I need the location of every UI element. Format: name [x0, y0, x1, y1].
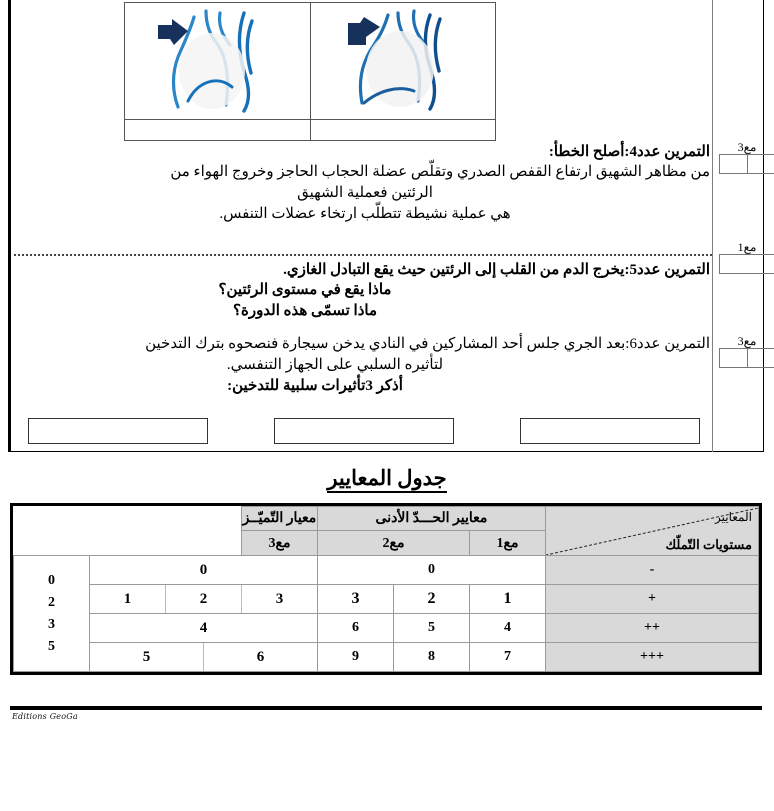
mc2-cell-group [90, 556, 318, 585]
publisher-signature: Editions GeoGa [12, 712, 78, 721]
criteria-header-mc1: مع1 [470, 531, 546, 556]
score-mc2-value: 0 [199, 562, 208, 578]
answer-box[interactable] [274, 418, 454, 444]
score-label-exercise-6: مع3 [737, 334, 757, 348]
score-boxes-exercise-6 [719, 348, 774, 368]
criteria-header-mc3: مع3 [242, 531, 318, 556]
score-mc2-value: 5 [90, 643, 204, 671]
exercise-6-block [20, 334, 710, 397]
exercise-4-heading: التمرين عدد4:أصلح الخطأ: [548, 144, 710, 160]
mc2-cell-group [90, 614, 318, 643]
exercise-5-heading: التمرين عدد5:يخرج الدم من القلب إلى الرئتين حيث يقع التبادل الغازي. [283, 262, 710, 278]
answer-box[interactable] [520, 418, 700, 444]
criteria-table-wrapper [10, 503, 762, 675]
excellence-score-0: 0 [48, 572, 55, 588]
criteria-header-mc2: مع2 [318, 531, 470, 556]
criteria-table [13, 506, 759, 672]
answer-box[interactable] [28, 418, 208, 444]
score-boxes-exercise-4 [719, 154, 774, 174]
bottom-rule [10, 706, 762, 710]
margin-divider [712, 0, 713, 452]
level-label-plus: + [546, 585, 759, 614]
exercise-6-line-1: لتأثيره السلبي على الجهاز التنفسي. [226, 357, 444, 373]
score-mc2-value: 4 [199, 620, 208, 636]
score-label-exercise-4: مع3 [737, 140, 757, 154]
score-mc1-plus3-3: 9 [318, 643, 394, 672]
score-mc2-value: 2 [166, 585, 242, 613]
score-box[interactable] [747, 348, 774, 368]
corner-header-criteria-label: المعايير [715, 509, 752, 524]
score-box[interactable] [747, 154, 774, 174]
exercise-5-block [20, 260, 710, 322]
excellence-score-3: 5 [48, 638, 55, 654]
corner-header-cell [546, 507, 759, 556]
score-mc2-value: 1 [90, 585, 166, 613]
exercise-6-prompt: أذكر 3تأثيرات سلبية للتدخين: [227, 378, 403, 394]
exercise-4-line-3: هي عملية نشيطة تتطلّب ارتخاء عضلات التنفس. [219, 206, 511, 222]
score-mc1-plus-2: 2 [394, 585, 470, 614]
inspiration-diagram [132, 5, 302, 117]
mc2-cell-group [90, 585, 318, 614]
exercise-4-block [20, 142, 710, 225]
excellence-score-2: 3 [48, 616, 55, 632]
score-mc2-value: 6 [256, 649, 265, 665]
mc2-cell-group [90, 643, 318, 672]
group-header-excellence: معيار التّميّــز [242, 507, 318, 531]
score-boxes-exercise-5 [719, 254, 774, 274]
score-mc1-plusplus-1: 4 [470, 614, 546, 643]
expiration-diagram [318, 5, 488, 117]
exercise-4-line-2: الرئتين فعملية الشهيق [297, 185, 433, 201]
level-label-plusplusplus: +++ [546, 643, 759, 672]
score-box[interactable] [719, 348, 747, 368]
inspiration-diagram-cell [125, 3, 311, 120]
corner-header-levels-label: مستويات التّملّك [665, 536, 752, 552]
expiration-diagram-cell [310, 3, 496, 120]
score-mc2-value: 3 [275, 591, 284, 607]
score-mc1-plusplus-3: 6 [318, 614, 394, 643]
section-separator [14, 254, 712, 256]
criteria-table-title-text: جدول المعايير [327, 466, 446, 493]
table-row [14, 556, 759, 585]
score-mc1-level-minus: 0 [318, 556, 546, 585]
excellence-scores-cell [14, 556, 90, 672]
level-label-minus: - [546, 556, 759, 585]
score-group-exercise-4 [716, 140, 774, 174]
excellence-score-1: 2 [48, 594, 55, 610]
exercise-5-question-1: ماذا يقع في مستوى الرئتين؟ [218, 282, 392, 298]
score-label-exercise-5: مع1 [737, 240, 757, 254]
score-box[interactable] [719, 154, 747, 174]
exercise-6-heading: التمرين عدد6:بعد الجري جلس أحد المشاركين في النادي يدخن سيجارة فنصحوه بترك التدخين [145, 336, 710, 352]
score-mc1-plus-1: 1 [470, 585, 546, 614]
score-group-exercise-5 [716, 240, 774, 274]
score-mc1-plus3-2: 8 [394, 643, 470, 672]
criteria-table-title [0, 466, 774, 491]
diagram-table [124, 2, 496, 141]
expiration-caption [310, 120, 496, 141]
score-box[interactable] [719, 254, 774, 274]
level-label-plusplus: ++ [546, 614, 759, 643]
inspiration-caption [125, 120, 311, 141]
table-row [14, 614, 759, 643]
score-mc1-plus3-1: 7 [470, 643, 546, 672]
table-row [14, 585, 759, 614]
table-row-group-headers [14, 507, 759, 531]
score-mc1-plusplus-2: 5 [394, 614, 470, 643]
table-row [14, 643, 759, 672]
exercise-5-question-2: ماذا تسمّى هذه الدورة؟ [233, 303, 377, 319]
group-header-minimum: معايير الحـــدّ الأدنى [318, 507, 546, 531]
exercise-4-line-1: من مظاهر الشهيق ارتفاع القفص الصدري وتقلّص عضلة الحجاب الحاجز وخروج الهواء من [170, 164, 710, 180]
page-left-rule [8, 0, 11, 452]
exercise-6-answer-row [28, 418, 700, 444]
score-group-exercise-6 [716, 334, 774, 368]
score-mc1-plus-3: 3 [318, 585, 394, 614]
